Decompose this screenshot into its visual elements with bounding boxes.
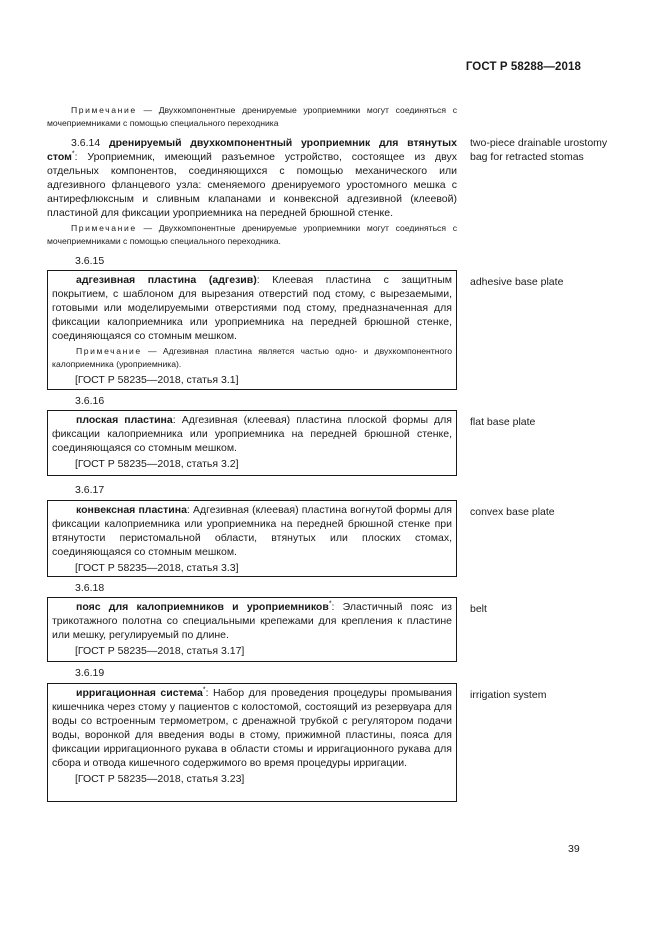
entry-number-3-6-15: 3.6.15 [75,255,105,267]
entry-term: адгезивная пластина (адгезив) [76,274,257,286]
entry-box-3-6-15 [47,270,457,390]
entry-number-3-6-19: 3.6.19 [75,667,105,679]
entry-definition: : Адгезивная (клеевая) пластина плоской формы для фиксации калоприемника или уроприемника на передней брюшной стенке, соединяющаяся со стомным мешком. [52,414,452,454]
entry-number-3-6-18: 3.6.18 [75,582,105,594]
entry-text [48,413,456,455]
entry-3-6-15-english: adhesive base plate [470,276,564,288]
page-number: 39 [568,843,580,855]
entry-text [48,686,456,770]
term-asterisk: * [71,150,75,158]
note-2 [47,222,457,248]
entry-number: 3.6.14 [71,137,101,149]
entry-definition: : Адгезивная (клеевая) пластина вогнутой формы для фиксации калоприемника или уроприемника на передней брюшной стенке при втянутости перистомальной области, втянутых или плоских стомах, соединяющаяся со стомным мешком. [52,504,452,558]
note-label: Примечание [71,105,137,115]
entry-3-6-14-english: two-piece drainable urostomy bag for retracted stomas [470,137,608,163]
entry-term: ирригационная система [76,687,203,699]
term-asterisk: * [328,600,332,608]
entry-3-6-14 [47,136,457,220]
entry-box-3-6-17 [47,500,457,577]
entry-3-6-17-english: convex base plate [470,506,555,518]
entry-term: пояс для калоприемников и уроприемников [76,601,329,613]
note-label: Примечание [71,223,137,233]
entry-3-6-19-english: irrigation system [470,689,547,701]
entry-text [48,600,456,642]
document-header: ГОСТ Р 58288—2018 [465,61,581,73]
entry-reference: [ГОСТ Р 58235—2018, статья 3.17] [75,645,245,657]
term-asterisk: * [202,686,206,694]
entry-reference: [ГОСТ Р 58235—2018, статья 3.2] [75,458,239,470]
entry-box-3-6-16 [47,410,457,476]
note-text: — Двухкомпонентные дренируемые уроприемники могут соединяться с мочеприемниками с помощью специального переходника [47,105,457,128]
entry-reference: [ГОСТ Р 58235—2018, статья 3.23] [75,773,245,785]
note-text: — Адгезивная пластина является частью одно- и двухкомпонентного калоприемника (уроприемника). [52,346,452,369]
entry-definition: : Клеевая пластина с защитным покрытием, с шаблоном для вырезания отверстий под стому, с вырезаемыми, готовыми или моделируемыми отверстиями под стому, предназначенная для фиксации калоприемника или уроприемника на передней брюшной стенке, соединяющаяся со стомным мешком. [52,274,452,342]
entry-term: дренируемый двухкомпонентный уроприемник для втянутых стом [47,137,457,163]
entry-number-3-6-16: 3.6.16 [75,395,105,407]
entry-number-3-6-17: 3.6.17 [75,484,105,496]
entry-definition: : Эластичный пояс из трикотажного полотна со специальными крепежами для крепления к пластине или мешку, регулируемый по длине. [52,601,452,641]
entry-text [48,273,456,343]
note-1 [47,104,457,130]
note-text: — Двухкомпонентные дренируемые уроприемники могут соединяться с мочеприемниками с помощью специального переходника. [47,223,457,246]
entry-definition: : Уроприемник, имеющий разъемное устройство, состоящее из двух отдельных компонентов, соединяющихся с помощью механического или адгезивного фланцевого узла: сменяемого дренируемого уростомного мешка с антирефлюксным и сливным клапанами и конвексной адгезивной (клеевой) пластиной для фиксации уроприемника на передней брюшной стенке. [47,151,457,219]
entry-reference: [ГОСТ Р 58235—2018, статья 3.1] [75,374,239,386]
note-label: Примечание [76,346,142,356]
entry-3-6-18-english: belt [470,603,487,615]
entry-reference: [ГОСТ Р 58235—2018, статья 3.3] [75,562,239,574]
entry-box-3-6-19 [47,683,457,802]
entry-term: плоская пластина [76,414,173,426]
entry-note [48,345,456,371]
entry-box-3-6-18 [47,597,457,662]
entry-text [48,503,456,559]
entry-definition: : Набор для проведения процедуры промывания кишечника через стому у пациентов с колостомой, состоящий из резервуара для воды со встроенным термометром, с дренажной трубкой с регулятором подачи воды, воронкой для введения воды в стому, прижимной пластины, пояса для фиксации ирригационного рукава в области стомы и ирригационного рукава для сбора и отвода кишечного содержимого во время процедуры ирригации. [52,687,452,769]
entry-3-6-16-english: flat base plate [470,416,536,428]
entry-term: конвексная пластина [76,504,187,516]
